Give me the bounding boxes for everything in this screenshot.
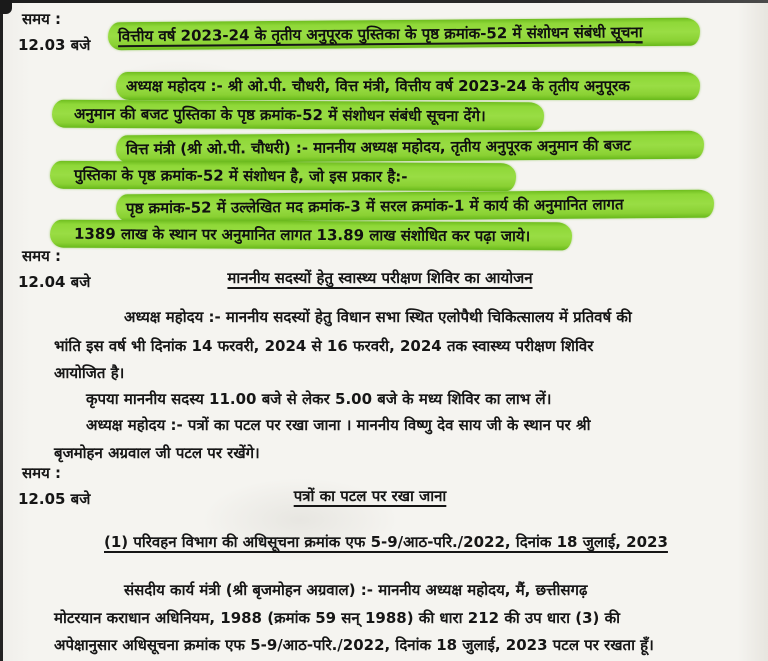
scan-edge-left <box>0 0 3 661</box>
text-line: संसदीय कार्य मंत्री (श्री बृजमोहन अग्रवाल) :- माननीय अध्यक्ष महोदय, मैं, छत्तीसगढ़ <box>124 581 588 599</box>
highlighted-line: अध्यक्ष महोदय :- श्री ओ.पी. चौधरी, वित्त मंत्री, वित्तीय वर्ष 2023-24 के तृतीय अनुपूरक <box>116 72 700 100</box>
text-line: कृपया माननीय सदस्य 11.00 बजे से लेकर 5.00 बजे के मध्य शिविर का लाभ लें। <box>86 390 552 408</box>
scan-edge-top <box>0 0 768 3</box>
time-label: समय : <box>22 464 62 482</box>
time-value: 12.04 बजे <box>18 273 91 291</box>
time-label: समय : <box>22 247 62 265</box>
highlighted-line: अनुमान की बजट पुस्तिका के पृष्ठ क्रमांक-52 में संशोधन संबंधी सूचना देंगे। <box>52 100 544 131</box>
time-value: 12.05 बजे <box>18 490 91 508</box>
text-line: बृजमोहन अग्रवाल जी पटल पर रखेंगे। <box>54 444 260 462</box>
section-heading: माननीय सदस्यों हेतु स्वास्थ्य परीक्षण शिविर का आयोजन <box>227 269 533 287</box>
text-line: अध्यक्ष महोदय :- पत्रों का पटल पर रखा जाना । माननीय विष्णु देव साय जी के स्थान पर श्री <box>86 416 591 434</box>
section-heading-highlighted: वित्तीय वर्ष 2023-24 के तृतीय अनुपूरक पुस्तिका के पृष्ठ क्रमांक-52 में संशोधन संबंधी सूचना <box>108 18 700 51</box>
highlighted-line: पुस्तिका के पृष्ठ क्रमांक-52 में संशोधन है, जो इस प्रकार है:- <box>50 161 516 191</box>
text-line: भांति इस वर्ष भी दिनांक 14 फरवरी, 2024 से 16 फरवरी, 2024 तक स्वास्थ्य परीक्षण शिविर <box>54 337 594 355</box>
text-line: अध्यक्ष महोदय :- माननीय सदस्यों हेतु विधान सभा स्थित एलोपैथी चिकित्सालय में प्रतिवर्ष की <box>124 308 632 326</box>
highlighted-line: पृष्ठ क्रमांक-52 में उल्लेखित मद क्रमांक-3 में सरल क्रमांक-1 में कार्य की अनुमानित लागत <box>116 190 714 223</box>
text-line: मोटरयान कराधान अधिनियम, 1988 (क्रमांक 59 सन् 1988) की धारा 212 की उप धारा (3) की <box>54 609 621 627</box>
scan-corner-mark <box>0 0 12 14</box>
text-line: आयोजित है। <box>54 364 125 382</box>
notification-heading: (1) परिवहन विभाग की अधिसूचना क्रमांक एफ 5-9/आठ-परि./2022, दिनांक 18 जुलाई, 2023 <box>104 533 668 551</box>
time-label: समय : <box>22 10 62 28</box>
highlighted-line: 1389 लाख के स्थान पर अनुमानित लागत 13.89 लाख संशोधित कर पढ़ा जाये। <box>50 220 572 251</box>
time-value: 12.03 बजे <box>18 36 91 54</box>
text-line: अपेक्षानुसार अधिसूचना क्रमांक एफ 5-9/आठ-परि./2022, दिनांक 18 जुलाई, 2023 पटल पर रखता हूँ। <box>54 636 654 654</box>
section-heading: पत्रों का पटल पर रखा जाना <box>293 487 447 505</box>
highlighted-line: वित्त मंत्री (श्री ओ.पी. चौधरी) :- माननीय अध्यक्ष महोदय, तृतीय अनुपूरक अनुमान की बजट <box>116 131 704 164</box>
